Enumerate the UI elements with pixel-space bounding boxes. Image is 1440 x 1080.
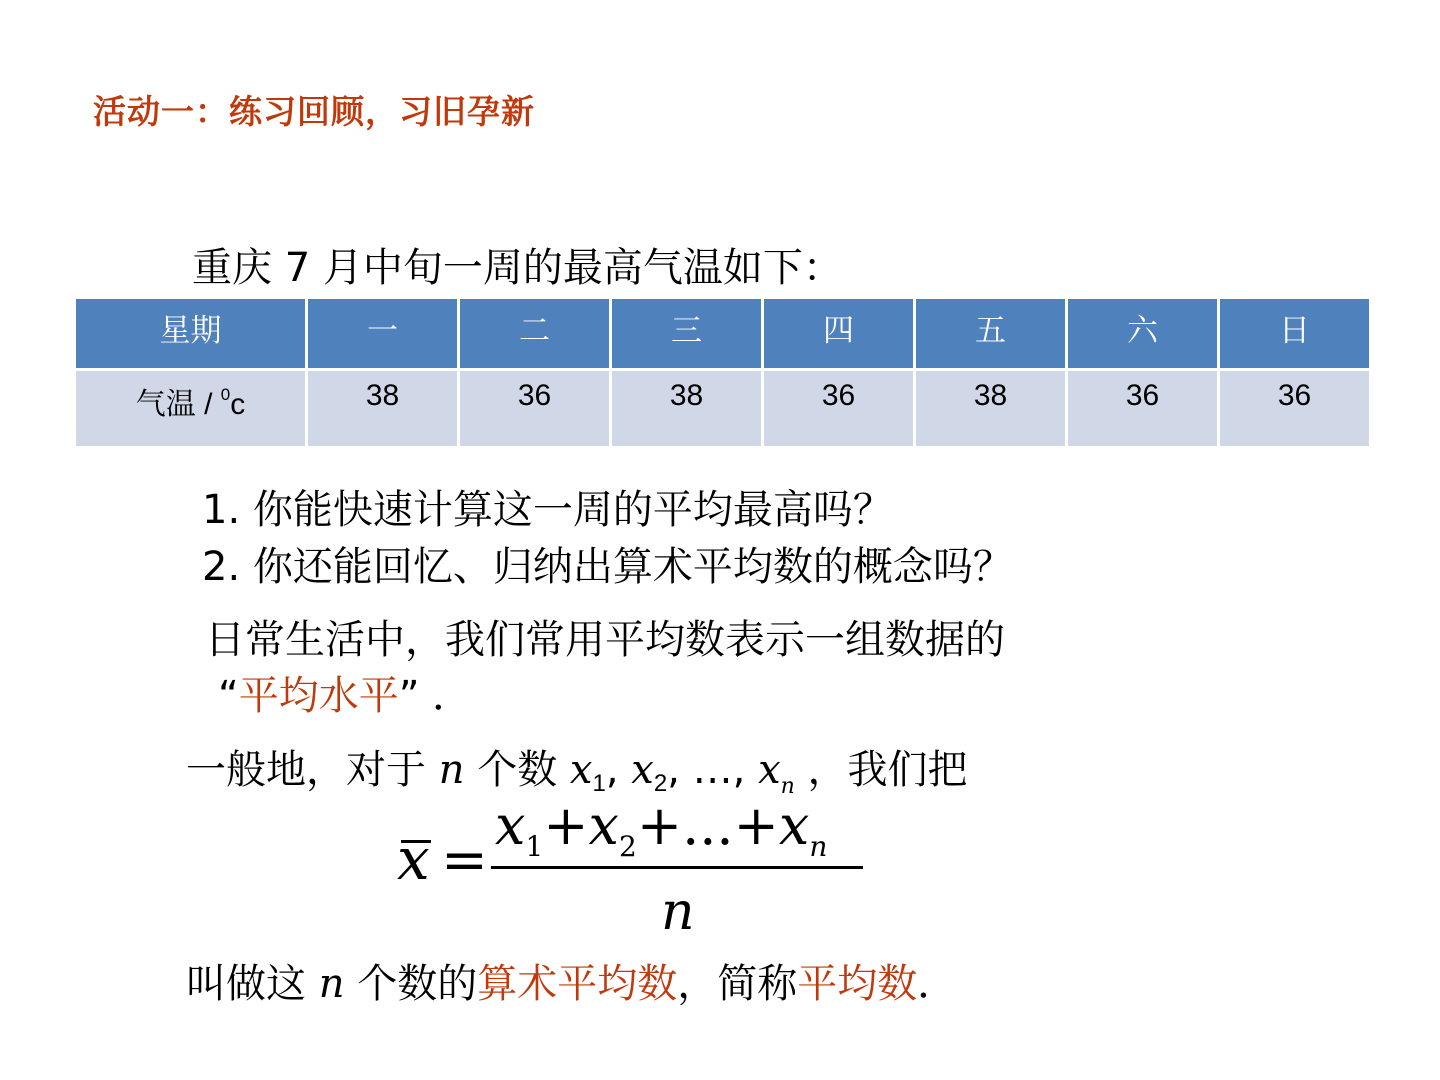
header-weekday-label: 星期 [75,298,307,370]
degree-superscript: 0 [220,385,231,404]
num-x1: x [495,794,526,857]
activity-title: 活动一：练习回顾，习旧孕新 [93,92,535,131]
mean-formula [395,794,875,942]
formula-lhs-xbar: x [397,825,430,893]
called-mid2: ，简称 [677,961,798,1007]
header-day-3: 三 [611,298,763,370]
row-label-text: 气温 / [135,388,221,421]
quote-open: “ [218,673,239,719]
general-suffix: ，我们把 [794,747,968,793]
variable-x1: x [569,747,593,793]
variable-n: n [318,961,345,1007]
fraction-bar [491,866,863,869]
variable-x2: x [631,747,654,793]
intro-text: 重庆 7 月中旬一周的最高气温如下： [192,245,843,291]
num-x2: x [588,794,620,857]
header-day-7: 日 [1219,298,1371,370]
formula-equals: = [441,828,488,893]
header-day-5: 五 [915,298,1067,370]
formula-denominator: n [661,882,695,942]
temp-cell-6: 36 [1067,370,1219,448]
general-mid: 个数 [464,747,570,793]
called-end: ． [917,961,958,1007]
row-temperature-label [75,370,307,448]
definition-statement [186,952,957,1009]
table-header-row [75,298,1371,370]
num-sub-n: n [809,830,828,863]
header-day-6: 六 [1067,298,1219,370]
daily-life-line-1: 日常生活中，我们常用平均数表示一组数据的 [205,617,1005,663]
ellipsis: … [692,747,733,793]
header-day-2: 二 [459,298,611,370]
num-xn: x [778,794,810,857]
subscript-1: 1 [592,770,606,797]
temp-cell-4: 36 [763,370,915,448]
temp-cell-5: 38 [915,370,1067,448]
separator: , [605,747,632,793]
question-1: 1. 你能快速计算这一周的平均最高吗？ [202,487,893,533]
question-2: 2. 你还能回忆、归纳出算术平均数的概念吗？ [202,544,1013,590]
called-mid: 个数的 [344,961,478,1007]
row-label-unit: c [230,388,246,421]
average-level-highlight: 平均水平 [238,673,399,719]
general-statement [186,738,968,799]
subscript-2: 2 [653,770,668,797]
variable-xn: x [758,747,781,793]
num-sub-2: 2 [619,830,637,863]
temp-cell-7: 36 [1219,370,1371,448]
num-dots: ... [682,794,734,857]
term-arithmetic-mean: 算术平均数 [477,961,678,1007]
table-row [75,370,1371,448]
header-day-1: 一 [307,298,459,370]
temp-cell-1: 38 [307,370,459,448]
num-sub-1: 1 [525,830,544,863]
variable-n: n [438,747,465,793]
separator: , [667,747,693,793]
temp-cell-3: 38 [611,370,763,448]
num-plus-3: + [733,794,779,857]
daily-life-line-2 [218,664,472,721]
subscript-n: n [780,774,795,799]
header-day-4: 四 [763,298,915,370]
general-prefix: 一般地，对于 [186,747,439,793]
num-plus-2: + [636,794,683,857]
separator: , [732,747,759,793]
called-prefix: 叫做这 [186,961,319,1007]
num-plus-1: + [543,794,589,857]
quote-close: ” ． [398,673,473,719]
term-mean: 平均数 [797,961,918,1007]
temp-cell-2: 36 [459,370,611,448]
formula-numerator [495,794,827,863]
temperature-table [73,296,1372,449]
